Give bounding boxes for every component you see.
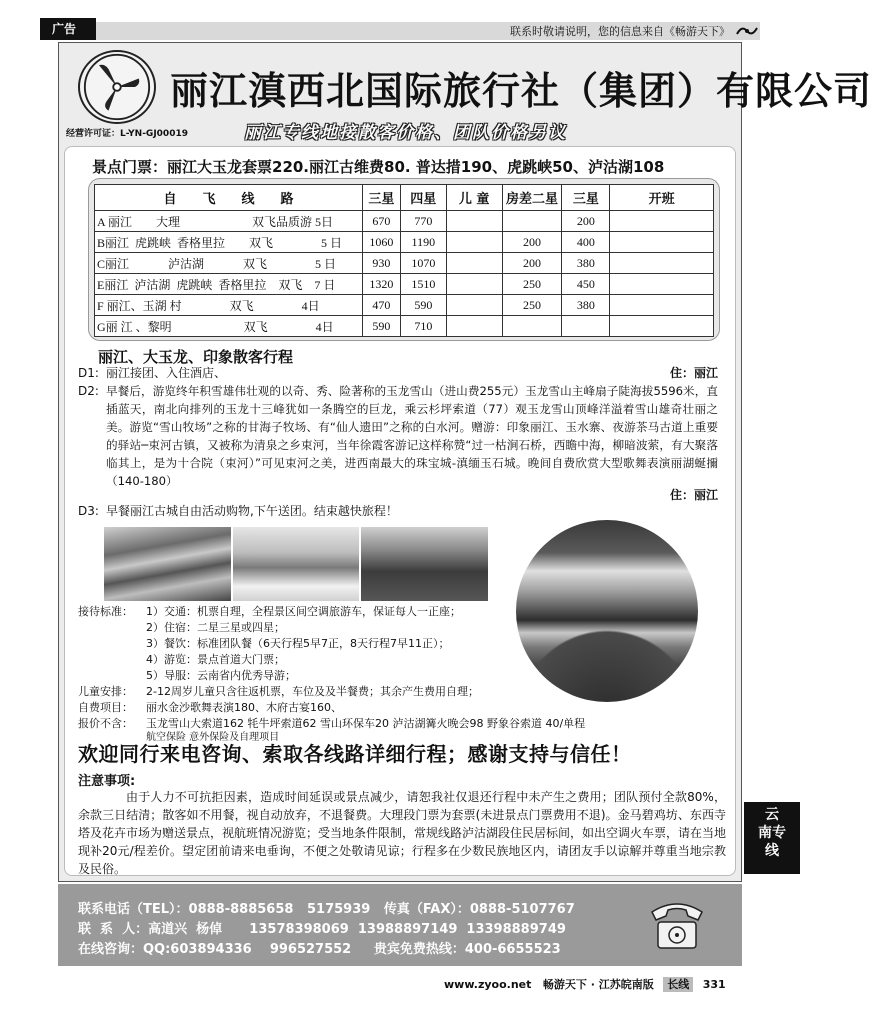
price-cell: 470 xyxy=(362,295,400,316)
price-cell: 200 xyxy=(502,232,562,253)
cable-car-photo xyxy=(361,527,488,601)
photo-strip xyxy=(104,527,488,601)
col-room-diff-2star: 房差二星 xyxy=(502,185,562,211)
excluded-items: 玉龙雪山大索道162 牦牛坪索道62 雪山环保车20 泸沽湖篝火晚会98 野象谷索道 40/单程 xyxy=(146,717,586,730)
price-cell: 1320 xyxy=(362,274,400,295)
itinerary-title: 丽江、大玉龙、印象散客行程 xyxy=(98,348,294,366)
itinerary-day xyxy=(78,382,718,502)
price-cell xyxy=(610,232,714,253)
day-stay: 住：丽江 xyxy=(669,366,718,380)
scenic-tickets: 景点门票：丽江大玉龙套票220.丽江古维费80. 普达措190、虎跳峡50、泸沽湖108 xyxy=(92,158,665,176)
price-cell: 770 xyxy=(400,211,446,232)
standard-item: 3）餐饮：标准团队餐（6天行程5早7正，8天行程7早11正）； xyxy=(146,637,450,650)
slogan: 丽江专线地接散客价格、团队价格另议 xyxy=(244,123,567,143)
page-footer xyxy=(444,976,726,992)
standard-item: 1）交通：机票自理，全程景区间空调旅游车，保证每人一正座； xyxy=(146,605,461,618)
price-cell xyxy=(562,316,610,337)
magazine-logo-icon xyxy=(736,24,758,38)
route-cell: G丽 江 、黎明 双飞 4日 xyxy=(95,316,363,337)
day-text: 早餐后，游览终年积雪雄伟壮观的以奇、秀、险著称的玉龙雪山（进山费255元）玉龙雪山主峰扇子陡海拔5596米，直插蓝天，南北向排列的玉龙十三峰犹如一条腾空的巨龙，乘云杉坪索道（77）观玉龙雪山顶峰洋溢着雪山雄奇壮丽之美。游览“雪山牧场”之称的甘海子牧场、有“仙人遗田”之称的白水河。赠游：印象丽江、玉水寨、夜游茶马古道上重要的驿站─束河古镇，又被称为清泉之乡束河，当年徐霞客游记这样称赞“过一枯涧石桥，西瞻中海，柳暗波萦，有大聚落临其上，是为十合院（束河）”可见束河之美，进西南最大的珠宝城-滇缅玉石城。晚间自费欣赏大型歌舞表演丽湖蜒擟（140-180） xyxy=(106,384,718,488)
price-cell: 400 xyxy=(562,232,610,253)
route-cell: F 丽江、玉湖 村 双飞 4日 xyxy=(95,295,363,316)
page-number: 331 xyxy=(702,978,726,991)
col-room-diff-3star: 三星 xyxy=(562,185,610,211)
price-cell: 200 xyxy=(562,211,610,232)
ad-label: 广告 xyxy=(40,18,96,40)
website-link[interactable]: www.zyoo.net xyxy=(444,978,532,991)
lake-mountain-photo xyxy=(516,520,698,702)
contact-phone: 联系电话（TEL）：0888-8885658 5175939 传真（FAX）：0888-5107767 xyxy=(78,902,575,917)
route-cell: C丽江 泸沽湖 双飞 5 日 xyxy=(95,253,363,274)
terrace-photo xyxy=(104,527,231,601)
price-cell xyxy=(502,211,562,232)
standard-item: 4）游览：景点首道大门票； xyxy=(146,653,285,666)
price-cell: 1510 xyxy=(400,274,446,295)
day-label: D3: xyxy=(78,504,99,518)
category-badge: 长线 xyxy=(663,977,693,992)
region-tab-line: 南专 xyxy=(758,825,786,841)
price-cell xyxy=(446,253,502,274)
price-cell xyxy=(610,211,714,232)
day-label: D1: xyxy=(78,366,99,380)
price-cell: 200 xyxy=(502,253,562,274)
price-cell: 710 xyxy=(400,316,446,337)
child-label: 儿童安排： xyxy=(78,685,133,698)
price-cell: 590 xyxy=(400,295,446,316)
region-tab-line: 云 xyxy=(765,807,779,823)
day-stay: 住：丽江 xyxy=(669,488,718,502)
table-row xyxy=(95,274,714,295)
day-label: D2: xyxy=(78,384,99,398)
route-cell: A 丽江 大理 双飞品质游 5日 xyxy=(95,211,363,232)
price-cell: 590 xyxy=(362,316,400,337)
table-row xyxy=(95,211,714,232)
price-cell xyxy=(446,316,502,337)
excluded-items-2: 航空保险 意外保险及自理项目 xyxy=(146,732,280,743)
welcome-banner: 欢迎同行来电咨询、索取各线路详细行程；感谢支持与信任！ xyxy=(78,742,632,766)
selfpay-items: 丽水金沙歌舞表演180、木府古宴160、 xyxy=(146,701,342,714)
price-cell: 380 xyxy=(562,295,610,316)
price-cell: 250 xyxy=(502,274,562,295)
route-cell: E丽江 泸沽湖 虎跳峡 香格里拉 双飞 7 日 xyxy=(95,274,363,295)
business-license: 经营许可证：L-YN-GJ00019 xyxy=(66,129,188,139)
snow-mountain-photo xyxy=(233,527,360,601)
price-cell: 250 xyxy=(502,295,562,316)
price-cell xyxy=(502,316,562,337)
day-text: 丽江接团、入住酒店、 xyxy=(106,366,227,380)
telephone-icon xyxy=(646,892,708,954)
region-tab xyxy=(744,802,800,874)
selfpay-label: 自费项目： xyxy=(78,701,133,714)
day-text: 早餐丽江古城自由活动购物,下午送团。结束越快旅程！ xyxy=(106,504,398,518)
price-cell: 380 xyxy=(562,253,610,274)
price-cell: 930 xyxy=(362,253,400,274)
contact-persons: 联 系 人：高道兴 杨倬 13578398069 13988897149 13398889749 xyxy=(78,922,566,937)
price-cell xyxy=(446,295,502,316)
price-cell: 1060 xyxy=(362,232,400,253)
itinerary-day xyxy=(78,502,718,520)
notes-title: 注意事项: xyxy=(78,774,136,789)
price-cell: 670 xyxy=(362,211,400,232)
child-policy: 2-12周岁儿童只含往返机票，车位及及半餐费；其余产生费用自理； xyxy=(146,685,479,698)
company-logo-icon xyxy=(78,50,156,124)
price-cell: 450 xyxy=(562,274,610,295)
col-4star: 四星 xyxy=(400,185,446,211)
price-cell xyxy=(610,295,714,316)
table-row xyxy=(95,295,714,316)
table-header-row xyxy=(95,185,714,211)
col-child: 儿 童 xyxy=(446,185,502,211)
itinerary-day xyxy=(78,364,718,382)
col-3star: 三星 xyxy=(362,185,400,211)
col-departure: 开班 xyxy=(610,185,714,211)
notes-body: 由于人力不可抗拒因素，造成时间延误或景点减少，请恕我社仅退还行程中未产生之费用；团队预付全款80%，余款三日结清；散客如不用餐，视自动放弃，不退餐费。大理段门票为套票(未进景点门票费用不退)。金马碧鸡坊、东西寺塔及花卉市场为赠送景点，视航班情况游览；受当地条件限制，常规线路泸沽湖段住民居标间，如出空调火车票，请在当地现补20元/程差价。望定团前请来电垂询，不便之处敬请见谅；行程多在少数民族地区内，请团友手以谅解并尊重当地宗教及民俗。 xyxy=(78,790,727,876)
price-cell xyxy=(446,211,502,232)
excluded-label: 报价不含： xyxy=(78,717,133,730)
price-cell: 1190 xyxy=(400,232,446,253)
company-name: 丽江滇西北国际旅行社（集团）有限公司 xyxy=(170,69,872,113)
table-row xyxy=(95,253,714,274)
price-table xyxy=(94,184,714,337)
standard-item: 5）导服：云南省内优秀导游； xyxy=(146,669,296,682)
price-cell xyxy=(610,274,714,295)
price-cell xyxy=(446,274,502,295)
price-cell: 1070 xyxy=(400,253,446,274)
table-row xyxy=(95,232,714,253)
magazine-name: 畅游天下 · 江苏皖南版 xyxy=(542,978,654,991)
contact-online: 在线咨询：QQ:603894336 996527552 贵宾免费热线：400-6655523 xyxy=(78,942,561,957)
table-row xyxy=(95,316,714,337)
route-cell: B丽江 虎跳峡 香格里拉 双飞 5 日 xyxy=(95,232,363,253)
standard-item: 2）住宿：二星三星或四星； xyxy=(146,621,285,634)
source-note: 联系时敬请说明，您的信息来自《畅游天下》 xyxy=(510,25,730,38)
standards-label: 接待标准： xyxy=(78,605,133,618)
col-route: 自 飞 线 路 xyxy=(95,185,363,211)
region-tab-line: 线 xyxy=(765,843,779,859)
price-cell xyxy=(446,232,502,253)
price-cell xyxy=(610,316,714,337)
price-cell xyxy=(610,253,714,274)
